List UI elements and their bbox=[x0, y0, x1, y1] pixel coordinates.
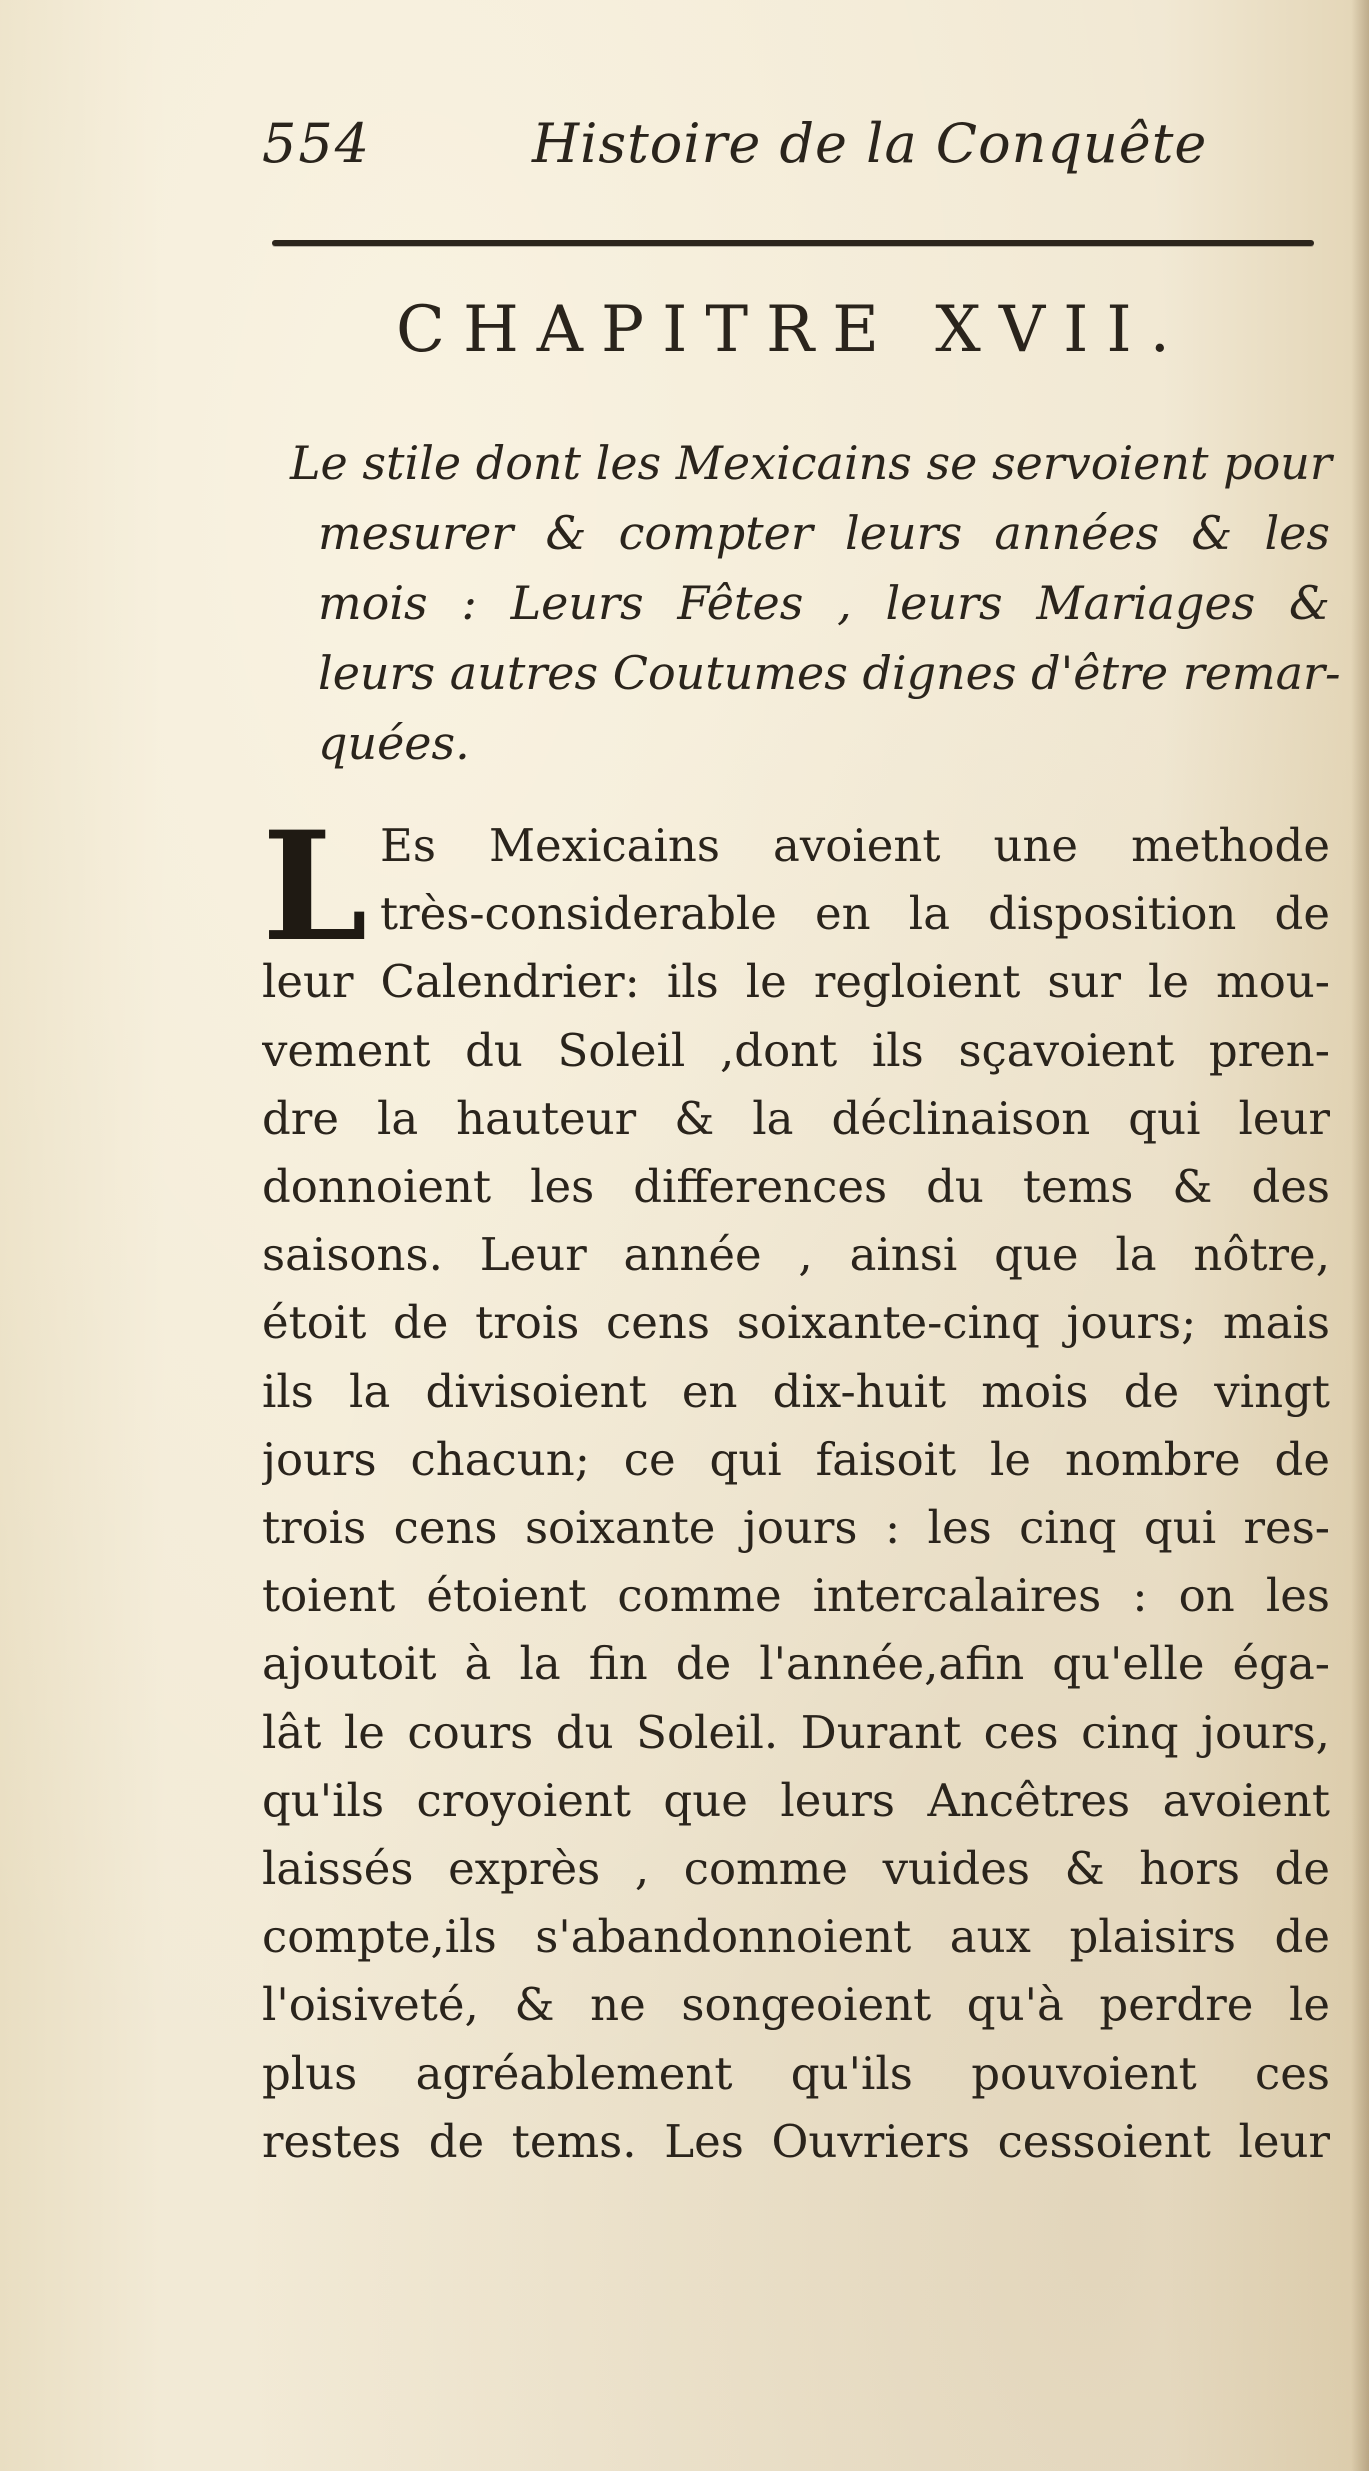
summary-line: Le stile dont les Mexicains se servoient pour bbox=[290, 436, 1332, 490]
body-line: lât le cours du Soleil. Durant ces cinq jours, bbox=[262, 1705, 1330, 1759]
body-line: trois cens soixante jours : les cinq qui res- bbox=[262, 1501, 1330, 1555]
body-line: compte,ils s'abandonnoient aux plaisirs de bbox=[262, 1910, 1330, 1964]
body-line: l'oisiveté, & ne songeoient qu'à perdre le bbox=[262, 1978, 1330, 2032]
body-line: étoit de trois cens soixante-cinq jours; mais bbox=[262, 1296, 1330, 1350]
chapter-summary bbox=[290, 428, 1341, 778]
body-line: toient étoient comme intercalaires : on les bbox=[262, 1569, 1330, 1623]
body-line: donnoient les differences du tems & des bbox=[262, 1160, 1330, 1214]
body-line: leur Calendrier: ils le regloient sur le mou- bbox=[262, 955, 1330, 1009]
chapter-heading: CHAPITRE XVII. bbox=[396, 293, 1188, 367]
summary-line: mesurer & compter leurs années & les bbox=[318, 506, 1330, 560]
body-line: jours chacun; ce qui faisoit le nombre de bbox=[262, 1432, 1330, 1486]
body-line: Es Mexicains avoient une methode bbox=[380, 819, 1330, 872]
body-line: saisons. Leur année , ainsi que la nôtre, bbox=[262, 1228, 1330, 1282]
body-line: vement du Soleil ,dont ils sçavoient pren- bbox=[262, 1023, 1330, 1077]
header-rule bbox=[272, 240, 1314, 246]
body-line: ils la divisoient en dix-huit mois de vingt bbox=[262, 1364, 1330, 1418]
page-edge-shadow bbox=[1351, 0, 1369, 2471]
page-number: 554 bbox=[262, 112, 372, 175]
summary-line: leurs autres Coutumes dignes d'être remar- bbox=[318, 646, 1341, 700]
body-text bbox=[262, 799, 1330, 2176]
body-line: dre la hauteur & la déclinaison qui leur bbox=[262, 1091, 1330, 1145]
body-line: laissés exprès , comme vuides & hors de bbox=[262, 1842, 1330, 1896]
summary-line: mois : Leurs Fêtes , leurs Mariages & bbox=[318, 576, 1330, 630]
body-line: plus agréablement qu'ils pouvoient ces bbox=[262, 2046, 1330, 2100]
body-line: qu'ils croyoient que leurs Ancêtres avoient bbox=[262, 1773, 1330, 1827]
summary-line: quées. bbox=[318, 716, 470, 770]
body-line: ajoutoit à la fin de l'année,afin qu'elle éga- bbox=[262, 1637, 1330, 1691]
body-line: restes de tems. Les Ouvriers cessoient leur bbox=[262, 2114, 1330, 2168]
body-line: très-considerable en la disposition de bbox=[380, 887, 1330, 941]
running-title: Histoire de la Conquête bbox=[532, 112, 1208, 175]
running-head bbox=[262, 112, 1322, 182]
drop-cap: L bbox=[262, 799, 368, 975]
